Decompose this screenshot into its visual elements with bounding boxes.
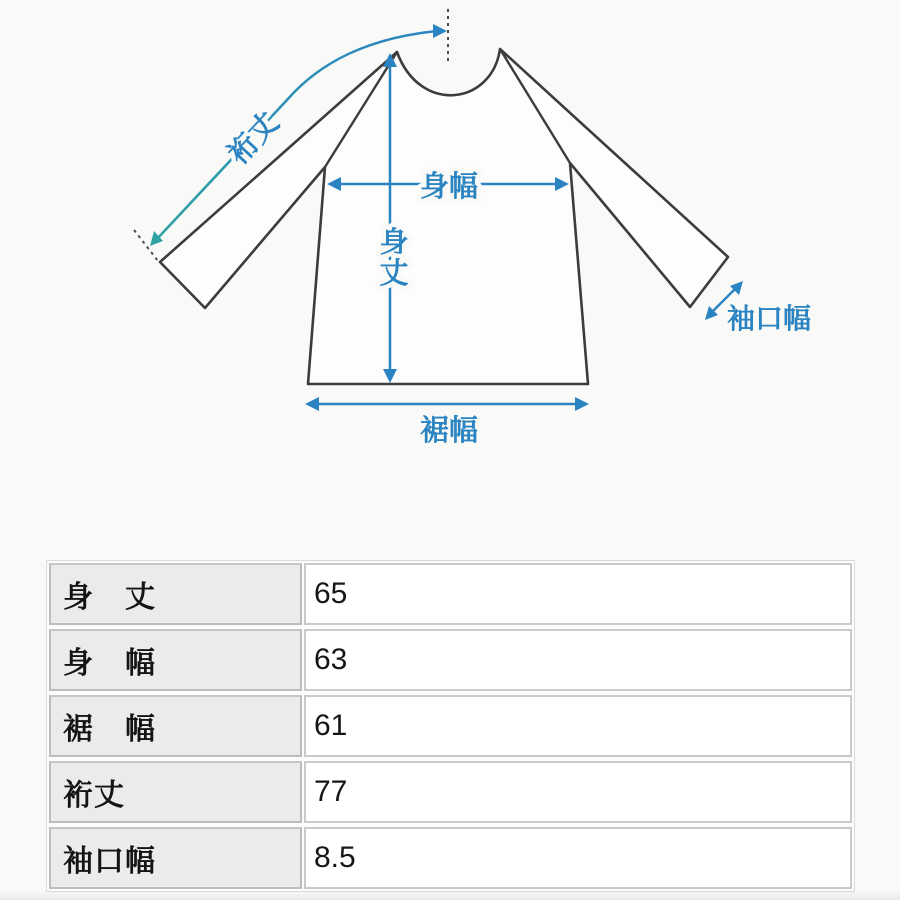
size-label-cell: 裄丈 (49, 761, 302, 823)
table-row (49, 761, 852, 823)
size-value-cell: 8.5 (304, 827, 852, 889)
hem-width-label: 裾幅 (419, 415, 479, 447)
size-label-cell: 身 丈 (49, 563, 302, 625)
body-length-label-top-char: 身 (379, 227, 409, 259)
body-length-label-bottom-char: 丈 (379, 258, 409, 290)
table-row (49, 695, 852, 757)
size-label-cell: 身 幅 (49, 629, 302, 691)
yuki-arrowhead-neck (433, 24, 447, 38)
yuki-label: 裄丈 (222, 106, 286, 171)
body-width-label: 身幅 (419, 171, 479, 203)
shirt-outline (160, 49, 728, 384)
table-row (49, 827, 852, 889)
size-value-cell: 77 (304, 761, 852, 823)
table-row (49, 629, 852, 691)
size-value-cell: 61 (304, 695, 852, 757)
size-label-cell: 袖口幅 (49, 827, 302, 889)
size-value-cell: 63 (304, 629, 852, 691)
size-table (46, 560, 855, 892)
size-value-cell: 65 (304, 563, 852, 625)
size-label-cell: 裾 幅 (49, 695, 302, 757)
cuff-width-label: 袖口幅 (727, 303, 812, 334)
hem-width-arrowhead-right (575, 397, 589, 411)
table-row (49, 563, 852, 625)
hem-width-arrowhead-left (305, 397, 319, 411)
